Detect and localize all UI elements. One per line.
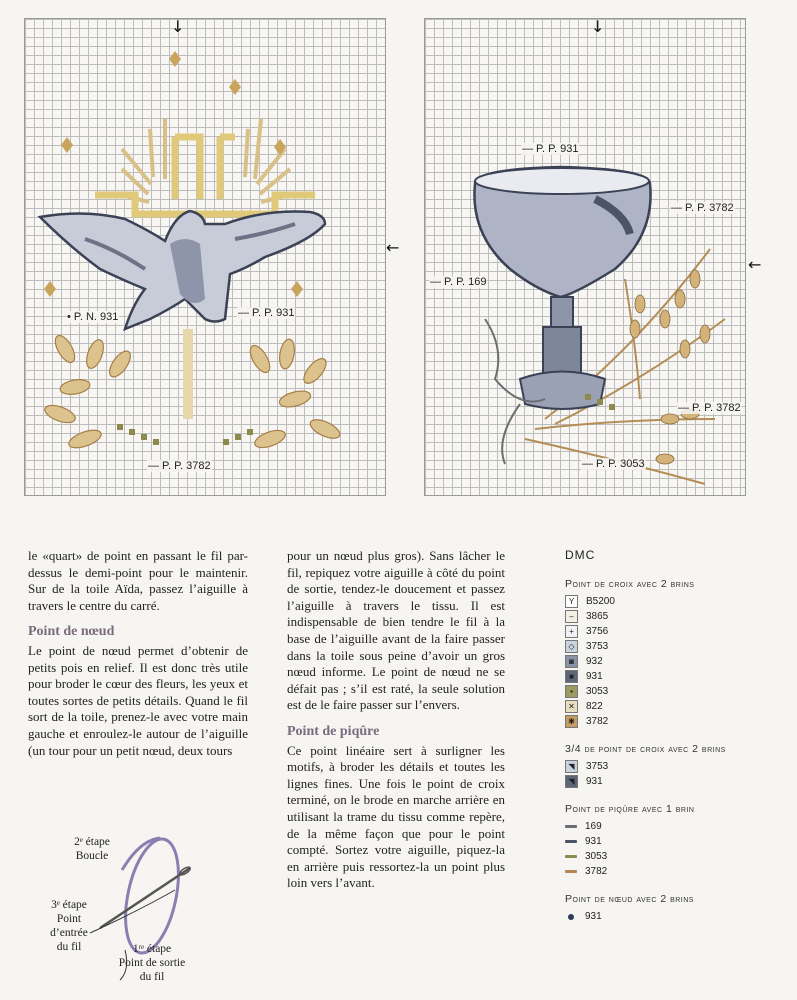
cross-row bbox=[565, 639, 793, 654]
legend-backstitch-list bbox=[565, 819, 793, 879]
backstitch-code: 3782 bbox=[585, 866, 608, 877]
knot-row bbox=[565, 909, 793, 924]
legend-brand: DMC bbox=[565, 548, 596, 562]
backstitch-line-icon bbox=[565, 840, 577, 843]
label-step-1: 1ʳᵉ étape Point de sortie du fil bbox=[118, 943, 186, 983]
center-arrow-left-icon: ← bbox=[386, 238, 400, 257]
backstitch-code: 931 bbox=[585, 836, 602, 847]
backstitch-row bbox=[565, 849, 793, 864]
text-column-2 bbox=[287, 548, 505, 892]
cross-code: 3865 bbox=[586, 611, 609, 622]
backstitch-line-icon bbox=[565, 870, 577, 873]
cross-swatch-icon: ◙ bbox=[565, 655, 578, 668]
legend-backstitch-title: Point de piqûre avec 1 brin bbox=[565, 803, 695, 815]
knot-dot-icon bbox=[568, 914, 574, 920]
col2-continuation: pour un nœud plus gros). Sans lâcher le fil, repiquez votre aiguille à côté du point de sortie, tendez-le doucement et passez l’aiguille à travers le tissu. Il est indispensable de bien tendre le fil à la base de l’aiguille avant de la faire passer dans la toile sous peine d’avoir un gros nœud informe. Le point de nœud ne se défait pas ; s’il est raté, la seule solution est de le faire passer sur l’envers. bbox=[287, 548, 505, 713]
cross-code: 932 bbox=[586, 656, 603, 667]
quarter-swatch-icon: ◥ bbox=[565, 760, 578, 773]
legend-knot-list bbox=[565, 909, 793, 924]
backstitch-row bbox=[565, 864, 793, 879]
cross-row bbox=[565, 594, 793, 609]
col1-noeud-text: Le point de nœud permet d’obtenir de petits pois en relief. Il est donc très utile pour broder le cœur des fleurs, les yeux et toutes sortes de petits détails. Quand le fil sort de la toile, prenez-le avec votre main gauche et enroulez-le autour de l’aiguille (un tour pour un petit nœud, deux tours bbox=[28, 642, 248, 758]
legend-cross-title: Point de croix avec 2 brins bbox=[565, 578, 695, 590]
col1-intro: le «quart» de point en passant le fil par-dessus le demi-point pour le maintenir. Sur de la toile Aïda, passez l’aiguille à travers le centre du carré. bbox=[28, 548, 248, 613]
knot-diagram bbox=[40, 830, 240, 1000]
cross-row bbox=[565, 714, 793, 729]
legend-quarter-list bbox=[565, 759, 793, 789]
legend-quarter-title: 3/4 de point de croix avec 2 brins bbox=[565, 743, 726, 755]
legend-knot-title: Point de nœud avec 2 brins bbox=[565, 893, 694, 905]
label-step-2: 2ᵉ étape Boucle bbox=[74, 836, 110, 862]
backstitch-row bbox=[565, 819, 793, 834]
cross-row bbox=[565, 609, 793, 624]
backstitch-code: 169 bbox=[585, 821, 602, 832]
cross-code: 822 bbox=[586, 701, 603, 712]
backstitch-row bbox=[565, 834, 793, 849]
backstitch-line-icon bbox=[565, 825, 577, 828]
cross-row bbox=[565, 699, 793, 714]
dove-chart bbox=[24, 18, 386, 496]
cross-swatch-icon: ✱ bbox=[565, 715, 578, 728]
cross-swatch-icon: + bbox=[565, 625, 578, 638]
label-pp-3053: — P. P. 3053 bbox=[582, 458, 645, 470]
knot-code: 931 bbox=[585, 911, 602, 922]
label-pp-3782: — P. P. 3782 bbox=[148, 460, 211, 472]
heading-point-de-noeud: Point de nœud bbox=[28, 624, 115, 640]
quarter-swatch-icon: ◥ bbox=[565, 775, 578, 788]
label-pp-3782-top: — P. P. 3782 bbox=[671, 202, 734, 214]
chalice-motif bbox=[425, 19, 745, 495]
label-step-3: 3ᵉ étape Point d’entrée du fil bbox=[50, 899, 88, 953]
center-arrow-down-icon: ↓ bbox=[171, 17, 185, 36]
cross-code: 3753 bbox=[586, 641, 609, 652]
label-pp-169: — P. P. 169 bbox=[430, 276, 487, 288]
chalice-arrow-left-icon: ← bbox=[748, 255, 762, 274]
cross-code: 931 bbox=[586, 671, 603, 682]
cross-row bbox=[565, 654, 793, 669]
cross-swatch-icon: ✕ bbox=[565, 700, 578, 713]
quarter-row bbox=[565, 774, 793, 789]
cross-swatch-icon: ▪ bbox=[565, 685, 578, 698]
label-pn-931: • P. N. 931 bbox=[67, 311, 119, 323]
cross-row bbox=[565, 684, 793, 699]
cross-swatch-icon: Y bbox=[565, 595, 578, 608]
legend-cross-list bbox=[565, 594, 793, 729]
cross-code: 3782 bbox=[586, 716, 609, 727]
chalice-arrow-down-icon: ↓ bbox=[591, 17, 605, 36]
thread-legend bbox=[565, 548, 793, 924]
cross-code: 3053 bbox=[586, 686, 609, 697]
dove-motif bbox=[25, 19, 385, 495]
cross-swatch-icon: – bbox=[565, 610, 578, 623]
quarter-code: 931 bbox=[586, 776, 603, 787]
quarter-row bbox=[565, 759, 793, 774]
label-pp-931-right: — P. P. 931 bbox=[522, 143, 579, 155]
chalice-chart bbox=[424, 18, 746, 496]
cross-swatch-icon: ◇ bbox=[565, 640, 578, 653]
cross-code: 3756 bbox=[586, 626, 609, 637]
backstitch-code: 3053 bbox=[585, 851, 608, 862]
col2-piqure-text: Ce point linéaire sert à surligner les motifs, à broder les détails et toutes les lignes fines. Une fois le point de croix terminé, on le brode en marche arrière en utilisant la trame du tissu comme repère, de la même façon que pour le point compté. Sortez votre aiguille, piquez-la en arrière puis ressortez-la un point plus loin vers l’avant. bbox=[287, 742, 505, 891]
cross-swatch-icon: ■ bbox=[565, 670, 578, 683]
label-pp-931: — P. P. 931 bbox=[238, 307, 295, 319]
backstitch-line-icon bbox=[565, 855, 577, 858]
cross-code: B5200 bbox=[586, 596, 615, 607]
label-pp-3782-bottom: — P. P. 3782 bbox=[678, 402, 741, 414]
cross-row bbox=[565, 669, 793, 684]
quarter-code: 3753 bbox=[586, 761, 609, 772]
heading-point-de-piqure: Point de piqûre bbox=[287, 723, 380, 739]
text-column-1 bbox=[28, 548, 248, 759]
cross-row bbox=[565, 624, 793, 639]
